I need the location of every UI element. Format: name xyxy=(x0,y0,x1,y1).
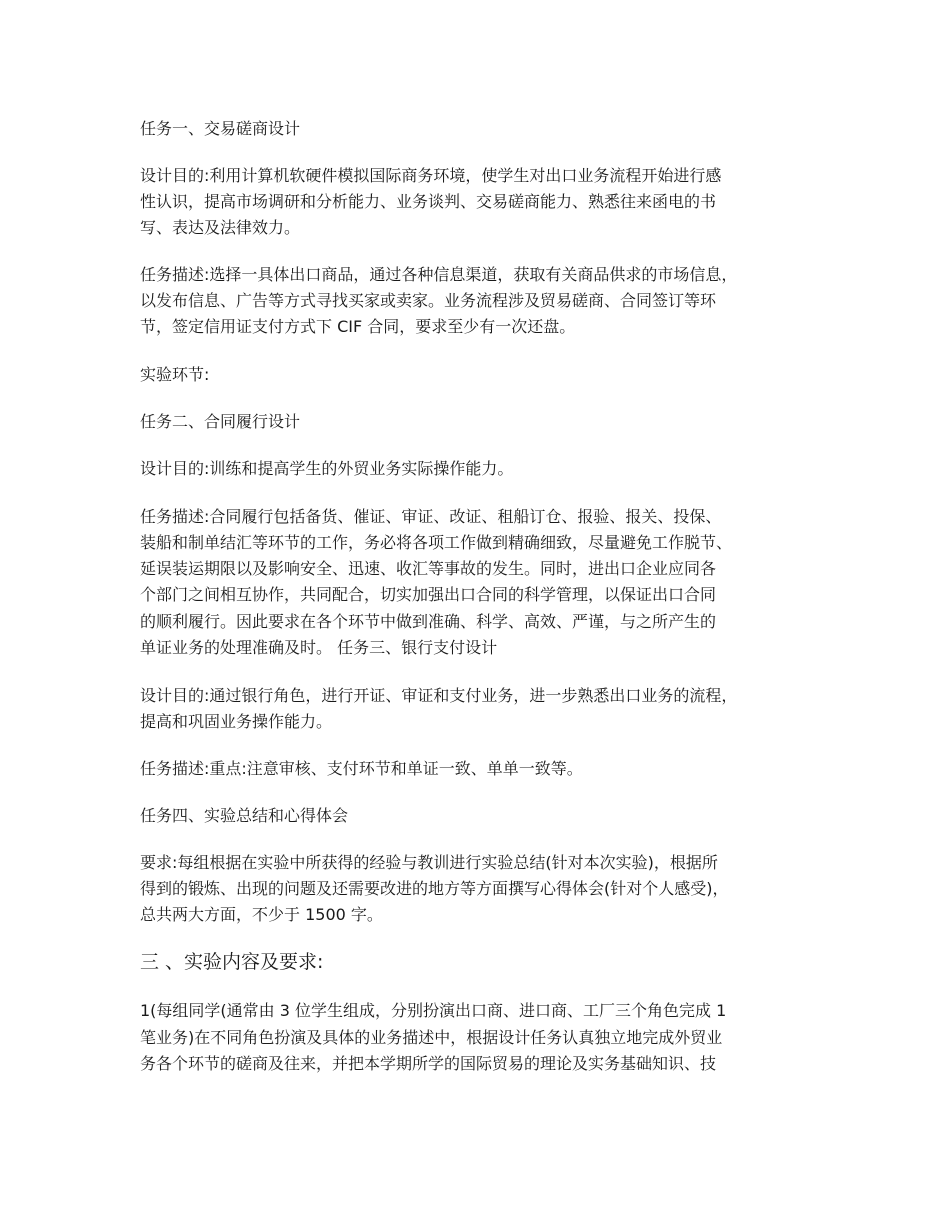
task2-title: 任务二、合同履行设计 xyxy=(140,412,301,431)
section3-item-line: 务各个环节的磋商及往来，并把本学期所学的国际贸易的理论及实务基础知识、技 xyxy=(140,1054,717,1073)
task2-description-line: 延误装运期限以及影响安全、迅速、收汇等事故的发生。同时，进出口企业应同各 xyxy=(140,559,717,578)
task1-purpose-line: 性认识，提高市场调研和分析能力、业务谈判、交易磋商能力、熟悉往来函电的书 xyxy=(140,192,717,211)
task4-requirement-line: 得到的锻炼、出现的问题及还需要改进的地方等方面撰写心得体会(针对个人感受)， xyxy=(140,879,729,898)
task2-description-line: 单证业务的处理准确及时。 任务三、银行支付设计 xyxy=(140,638,498,657)
section3-item-line: 笔业务)在不同角色扮演及具体的业务描述中，根据设计任务认真独立地完成外贸业 xyxy=(140,1028,723,1047)
experiment-steps-label: 实验环节: xyxy=(140,365,210,384)
task2-description-line: 任务描述:合同履行包括备货、催证、审证、改证、租船订仓、报验、报关、投保、 xyxy=(140,507,722,526)
task3-description: 任务描述:重点:注意审核、支付环节和单证一致、单单一致等。 xyxy=(140,759,583,778)
section3-heading: 三 、实验内容及要求: xyxy=(140,951,324,973)
task1-purpose-line: 设计目的:利用计算机软硬件模拟国际商务环境，使学生对出口业务流程开始进行感 xyxy=(140,166,722,185)
task2-description-line: 装船和制单结汇等环节的工作，务必将各项工作做到精确细致，尽量避免工作脱节、 xyxy=(140,533,733,552)
task1-description-line: 节，签定信用证支付方式下 CIF 合同，要求至少有一次还盘。 xyxy=(140,317,576,336)
task1-title: 任务一、交易磋商设计 xyxy=(140,119,301,138)
task2-description-line: 个部门之间相互协作，共同配合，切实加强出口合同的科学管理，以保证出口合同 xyxy=(140,585,717,604)
task1-description-line: 以发布信息、广告等方式寻找买家或卖家。业务流程涉及贸易磋商、合同签订等环 xyxy=(140,291,717,310)
section3-item-line: 1(每组同学(通常由 3 位学生组成，分别扮演出口商、进口商、工厂三个角色完成 1 xyxy=(140,1001,727,1020)
task3-purpose-line: 提高和巩固业务操作能力。 xyxy=(140,712,333,731)
task4-requirement-line: 要求:每组根据在实验中所获得的经验与教训进行实验总结(针对本次实验)，根据所 xyxy=(140,853,718,872)
task2-description-line: 的顺利履行。因此要求在各个环节中做到准确、科学、高效、严谨，与之所产生的 xyxy=(140,612,717,631)
task1-purpose-line: 写、表达及法律效力。 xyxy=(140,218,301,237)
task1-description-line: 任务描述:选择一具体出口商品，通过各种信息渠道，获取有关商品供求的市场信息， xyxy=(140,265,738,284)
task2-purpose: 设计目的:训练和提高学生的外贸业务实际操作能力。 xyxy=(140,459,514,478)
task3-purpose-line: 设计目的:通过银行角色，进行开证、审证和支付业务，进一步熟悉出口业务的流程， xyxy=(140,686,738,705)
task4-requirement-line: 总共两大方面，不少于 1500 字。 xyxy=(140,905,383,924)
task4-title: 任务四、实验总结和心得体会 xyxy=(140,806,349,825)
